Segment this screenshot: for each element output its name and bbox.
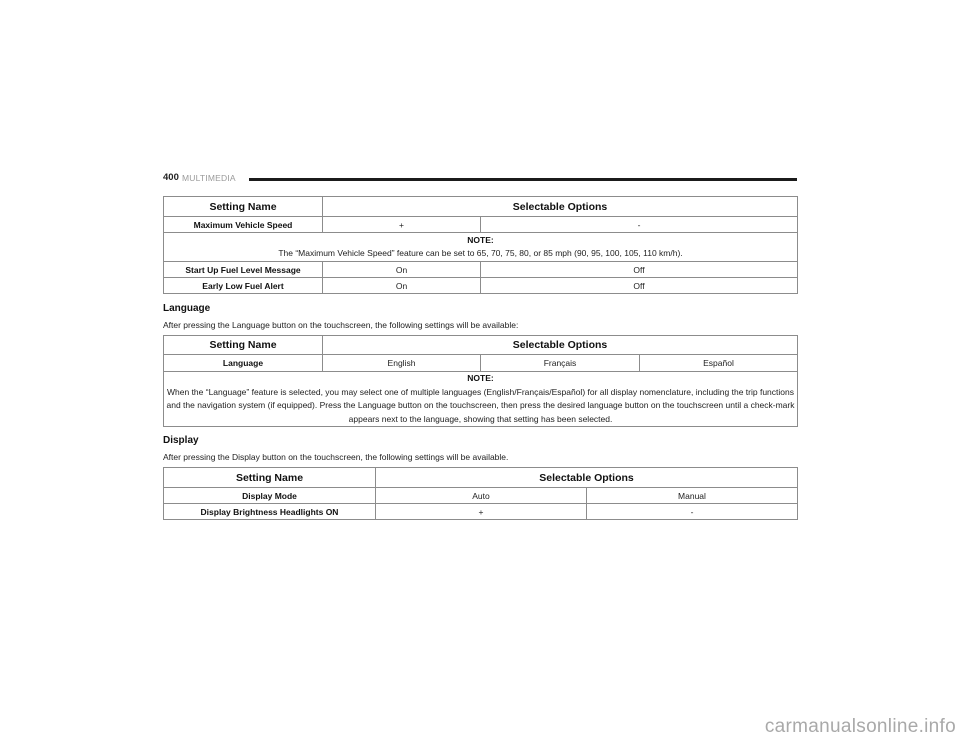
note-text: When the “Language” feature is selected, you may select one of multiple languages (English/Français/Español) for all display nomenclature, including the trip functions and the navigation system (if equipped). Press the Language button on the touchscreen, then press the desired language button on the touchscreen until a check-mark appears next to the language, showing that setting has been selected. <box>166 386 795 424</box>
section-title: MULTIMEDIA <box>182 172 236 183</box>
settings-table-3 <box>163 467 798 520</box>
option-value: - <box>481 217 798 233</box>
option-value: English <box>323 355 481 372</box>
note-cell <box>164 372 798 427</box>
setting-name: Start Up Fuel Level Message <box>164 262 323 278</box>
display-description: After pressing the Display button on the touchscreen, the following settings will be available. <box>163 452 509 462</box>
header-rule <box>249 178 797 181</box>
option-value: Auto <box>376 488 587 504</box>
table-row <box>164 488 798 504</box>
setting-name: Language <box>164 355 323 372</box>
note-label: NOTE: <box>467 234 494 245</box>
table-row <box>164 355 798 372</box>
note-row <box>164 233 798 262</box>
option-value: Off <box>481 278 798 294</box>
setting-name: Display Mode <box>164 488 376 504</box>
note-cell <box>164 233 798 262</box>
setting-name: Display Brightness Headlights ON <box>164 504 376 520</box>
column-header-setting-name: Setting Name <box>164 468 376 488</box>
table-header-row <box>164 336 798 355</box>
column-header-selectable-options: Selectable Options <box>376 468 798 488</box>
option-value: Off <box>481 262 798 278</box>
note-row <box>164 372 798 427</box>
table-row <box>164 504 798 520</box>
column-header-setting-name: Setting Name <box>164 197 323 217</box>
column-header-setting-name: Setting Name <box>164 336 323 355</box>
option-value: Manual <box>587 488 798 504</box>
page-header <box>163 172 797 186</box>
page-number: 400 <box>163 172 179 183</box>
table-header-row <box>164 468 798 488</box>
column-header-selectable-options: Selectable Options <box>323 197 798 217</box>
table-row <box>164 217 798 233</box>
option-value: Français <box>481 355 640 372</box>
table-row <box>164 278 798 294</box>
setting-name: Early Low Fuel Alert <box>164 278 323 294</box>
column-header-selectable-options: Selectable Options <box>323 336 798 355</box>
option-value: + <box>376 504 587 520</box>
language-description: After pressing the Language button on the touchscreen, the following settings will be available: <box>163 320 519 330</box>
watermark: carmanualsonline.info <box>764 716 956 737</box>
note-label: NOTE: <box>467 373 494 383</box>
option-value: On <box>323 278 481 294</box>
option-value: - <box>587 504 798 520</box>
note-text: The “Maximum Vehicle Speed” feature can be set to 65, 70, 75, 80, or 85 mph (90, 95, 100, 105, 110 km/h). <box>278 248 683 258</box>
option-value: + <box>323 217 481 233</box>
option-value: Español <box>640 355 798 372</box>
language-heading: Language <box>163 303 211 314</box>
settings-table-2 <box>163 335 798 427</box>
display-heading: Display <box>163 435 199 446</box>
settings-table-1 <box>163 196 798 294</box>
option-value: On <box>323 262 481 278</box>
table-row <box>164 262 798 278</box>
table-header-row <box>164 197 798 217</box>
setting-name: Maximum Vehicle Speed <box>164 217 323 233</box>
